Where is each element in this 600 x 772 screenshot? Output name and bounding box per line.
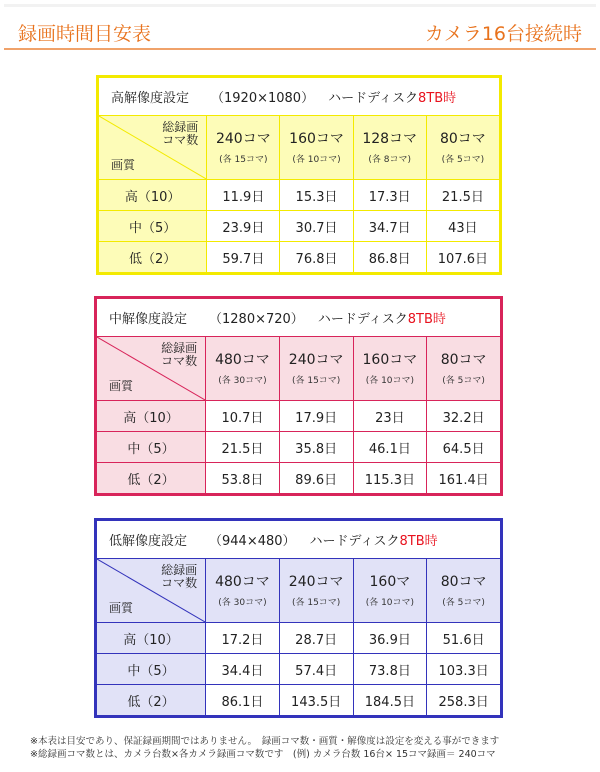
table-cell: 115.3日	[353, 463, 427, 494]
table-cell: 258.3日	[427, 685, 501, 716]
column-header: 240コマ (各 15コマ)	[279, 559, 353, 623]
table-cell: 184.5日	[353, 685, 427, 716]
corner-quality-label: 画質	[109, 379, 134, 393]
table-cell: 36.9日	[353, 623, 427, 654]
corner-total-frames-label: 総録画 コマ数	[162, 120, 199, 147]
table-cell: 15.3日	[280, 180, 353, 211]
table-cell: 86.1日	[206, 685, 280, 716]
corner-header-cell	[97, 337, 206, 401]
table-row	[99, 242, 500, 273]
table-cell: 107.6日	[426, 242, 499, 273]
table-medium-resolution	[94, 296, 503, 496]
disk-label: ハードディスク	[317, 312, 408, 327]
column-header: 240コマ (各 15コマ)	[279, 337, 353, 401]
recording-time-table	[98, 77, 500, 273]
table-row	[99, 180, 500, 211]
page-header	[4, 4, 596, 50]
table-cell: 17.9日	[279, 401, 353, 432]
corner-header-cell	[97, 559, 206, 623]
column-header: 480コマ (各 30コマ)	[206, 337, 280, 401]
disk-label: ハードディスク	[309, 534, 400, 549]
table-low-resolution	[94, 518, 503, 718]
table-cell: 73.8日	[353, 654, 427, 685]
row-header: 高（10）	[97, 623, 206, 654]
table-cell: 43日	[426, 211, 499, 242]
table-row	[97, 432, 501, 463]
resolution-label: （944×480）	[209, 534, 296, 549]
table-cell: 57.4日	[279, 654, 353, 685]
setting-name: 高解像度設定	[111, 91, 190, 106]
column-header: 160コマ (各 10コマ)	[353, 337, 427, 401]
corner-header-cell	[99, 116, 207, 180]
disk-size-label: 8TB時	[399, 534, 438, 549]
setting-heading	[97, 521, 501, 559]
table-row	[97, 685, 501, 716]
table-cell: 161.4日	[427, 463, 501, 494]
column-header: 128コマ (各 8コマ)	[353, 116, 426, 180]
table-cell: 34.4日	[206, 654, 280, 685]
table-cell: 34.7日	[353, 211, 426, 242]
page-title: 録画時間目安表	[18, 23, 152, 45]
row-header: 低（2）	[97, 463, 206, 494]
table-cell: 21.5日	[426, 180, 499, 211]
table-cell: 32.2日	[427, 401, 501, 432]
setting-name: 低解像度設定	[109, 534, 188, 549]
table-cell: 64.5日	[427, 432, 501, 463]
table-row	[97, 401, 501, 432]
table-high-resolution	[96, 75, 502, 275]
setting-heading	[99, 78, 500, 116]
table-cell: 17.3日	[353, 180, 426, 211]
table-cell: 30.7日	[280, 211, 353, 242]
recording-time-table	[96, 520, 501, 716]
setting-name: 中解像度設定	[109, 312, 188, 327]
table-cell: 10.7日	[206, 401, 280, 432]
table-cell: 46.1日	[353, 432, 427, 463]
table-cell: 11.9日	[207, 180, 280, 211]
corner-total-frames-label: 総録画 コマ数	[161, 563, 198, 590]
table-cell: 89.6日	[279, 463, 353, 494]
disk-label: ハードディスク	[328, 91, 419, 106]
corner-quality-label: 画質	[109, 601, 134, 615]
table-cell: 17.2日	[206, 623, 280, 654]
row-header: 中（5）	[97, 432, 206, 463]
table-row	[99, 211, 500, 242]
column-header: 160コマ (各 10コマ)	[280, 116, 353, 180]
row-header: 高（10）	[97, 401, 206, 432]
disk-size-label: 8TB時	[407, 312, 446, 327]
column-header: 80コマ (各 5コマ)	[426, 116, 499, 180]
table-row	[97, 623, 501, 654]
disk-size-label: 8TB時	[418, 91, 457, 106]
column-header: 80コマ (各 5コマ)	[427, 337, 501, 401]
table-cell: 51.6日	[427, 623, 501, 654]
setting-heading	[97, 299, 501, 337]
row-header: 高（10）	[99, 180, 207, 211]
table-cell: 86.8日	[353, 242, 426, 273]
resolution-label: （1920×1080）	[211, 91, 315, 106]
corner-quality-label: 画質	[111, 158, 136, 172]
table-cell: 35.8日	[279, 432, 353, 463]
column-header: 160マ (各 10コマ)	[353, 559, 427, 623]
row-header: 低（2）	[97, 685, 206, 716]
table-cell: 59.7日	[207, 242, 280, 273]
table-cell: 103.3日	[427, 654, 501, 685]
table-cell: 21.5日	[206, 432, 280, 463]
table-cell: 28.7日	[279, 623, 353, 654]
corner-total-frames-label: 総録画 コマ数	[161, 341, 198, 368]
footnote-total-frames: ※総録画コマ数とは、カメラ台数×各カメラ録画コマ数です (例) カメラ台数 16台× 15コマ録画＝ 240コマ	[30, 749, 496, 760]
row-header: 低（2）	[99, 242, 207, 273]
table-cell: 76.8日	[280, 242, 353, 273]
row-header: 中（5）	[99, 211, 207, 242]
table-row	[97, 463, 501, 494]
column-header: 480コマ (各 30コマ)	[206, 559, 280, 623]
table-cell: 53.8日	[206, 463, 280, 494]
page-subtitle: カメラ16台接続時	[424, 23, 582, 45]
table-row	[97, 654, 501, 685]
table-cell: 143.5日	[279, 685, 353, 716]
footnote-disclaimer: ※本表は目安であり、保証録画期間ではありません。 録画コマ数・画質・解像度は設定を変える事ができます	[30, 736, 500, 747]
column-header: 240コマ (各 15コマ)	[207, 116, 280, 180]
recording-time-table	[96, 298, 501, 494]
row-header: 中（5）	[97, 654, 206, 685]
resolution-label: （1280×720）	[209, 312, 304, 327]
table-cell: 23日	[353, 401, 427, 432]
table-cell: 23.9日	[207, 211, 280, 242]
column-header: 80コマ (各 5コマ)	[427, 559, 501, 623]
